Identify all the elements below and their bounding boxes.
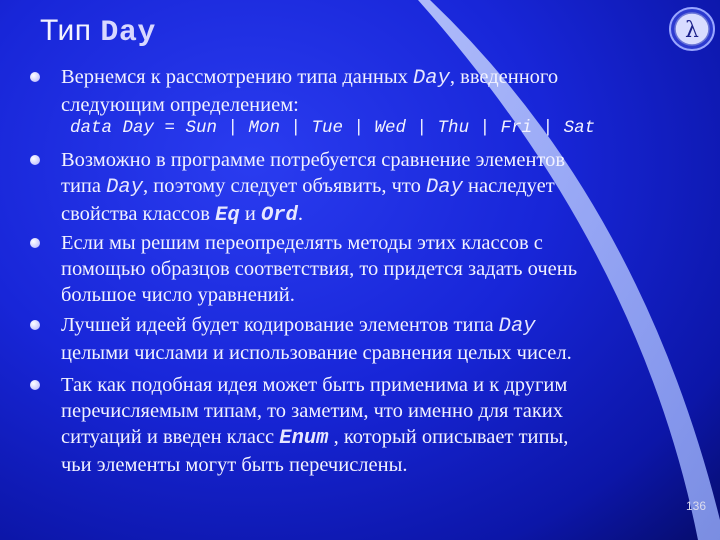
text: Вернемся к рассмотрению типа данных [61,66,413,88]
text: свойства классов [61,203,216,225]
text: . [297,203,303,225]
text: , введенного [449,66,559,88]
bullet-1 [61,64,686,118]
code-word: Day [498,315,536,338]
text: наследует [462,175,555,197]
code-word: Ord [260,204,298,227]
text: Возможно в программе потребуется сравнение элементов [61,149,566,171]
text: Если мы решим переопределять методы этих классов с [61,232,543,254]
lambda-logo-icon [668,6,716,52]
code-definition: data Day = Sun | Mon | Tue | Wed | Thu | Fri | Sat [70,118,596,138]
bullet-dot [30,155,40,165]
text: , который описывает типы, [328,426,569,448]
bullet-dot [30,320,40,330]
bullet-dot [30,238,40,248]
code-word: Day [425,176,463,199]
text: чьи элементы могут быть перечислены. [61,454,408,476]
title-code: Day [100,16,156,50]
bullet-4 [61,312,686,366]
bullet-5 [61,372,686,478]
code-word: Day [106,176,144,199]
bullet-2 [61,147,686,229]
text: Так как подобная идея может быть применима и к другим [61,374,568,396]
bullet-dot [30,72,40,82]
code-word: Day [412,67,450,90]
slide-title [40,14,156,50]
title-prefix: Тип [40,14,92,47]
code-word: Eq [215,204,240,227]
text: типа [61,175,107,197]
logo-glyph: λ [685,18,699,43]
page-number: 136 [686,499,707,513]
code-word: Enum [279,427,329,450]
text: Лучшей идеей будет кодирование элементов типа [61,314,499,336]
text: помощью образцов соответствия, то придется задать очень [61,258,578,280]
bullet-3 [61,230,686,308]
text: большое число уравнений. [61,284,295,306]
text: следующим определением: [61,94,299,116]
bullet-dot [30,380,40,390]
text: , поэтому следует объявить, что [143,175,426,197]
text: целыми числами и использование сравнения целых чисел. [61,342,572,364]
text: перечисляемым типам, то заметим, что именно для таких [61,400,564,422]
text: и [239,203,261,225]
text: ситуаций и введен класс [61,426,280,448]
